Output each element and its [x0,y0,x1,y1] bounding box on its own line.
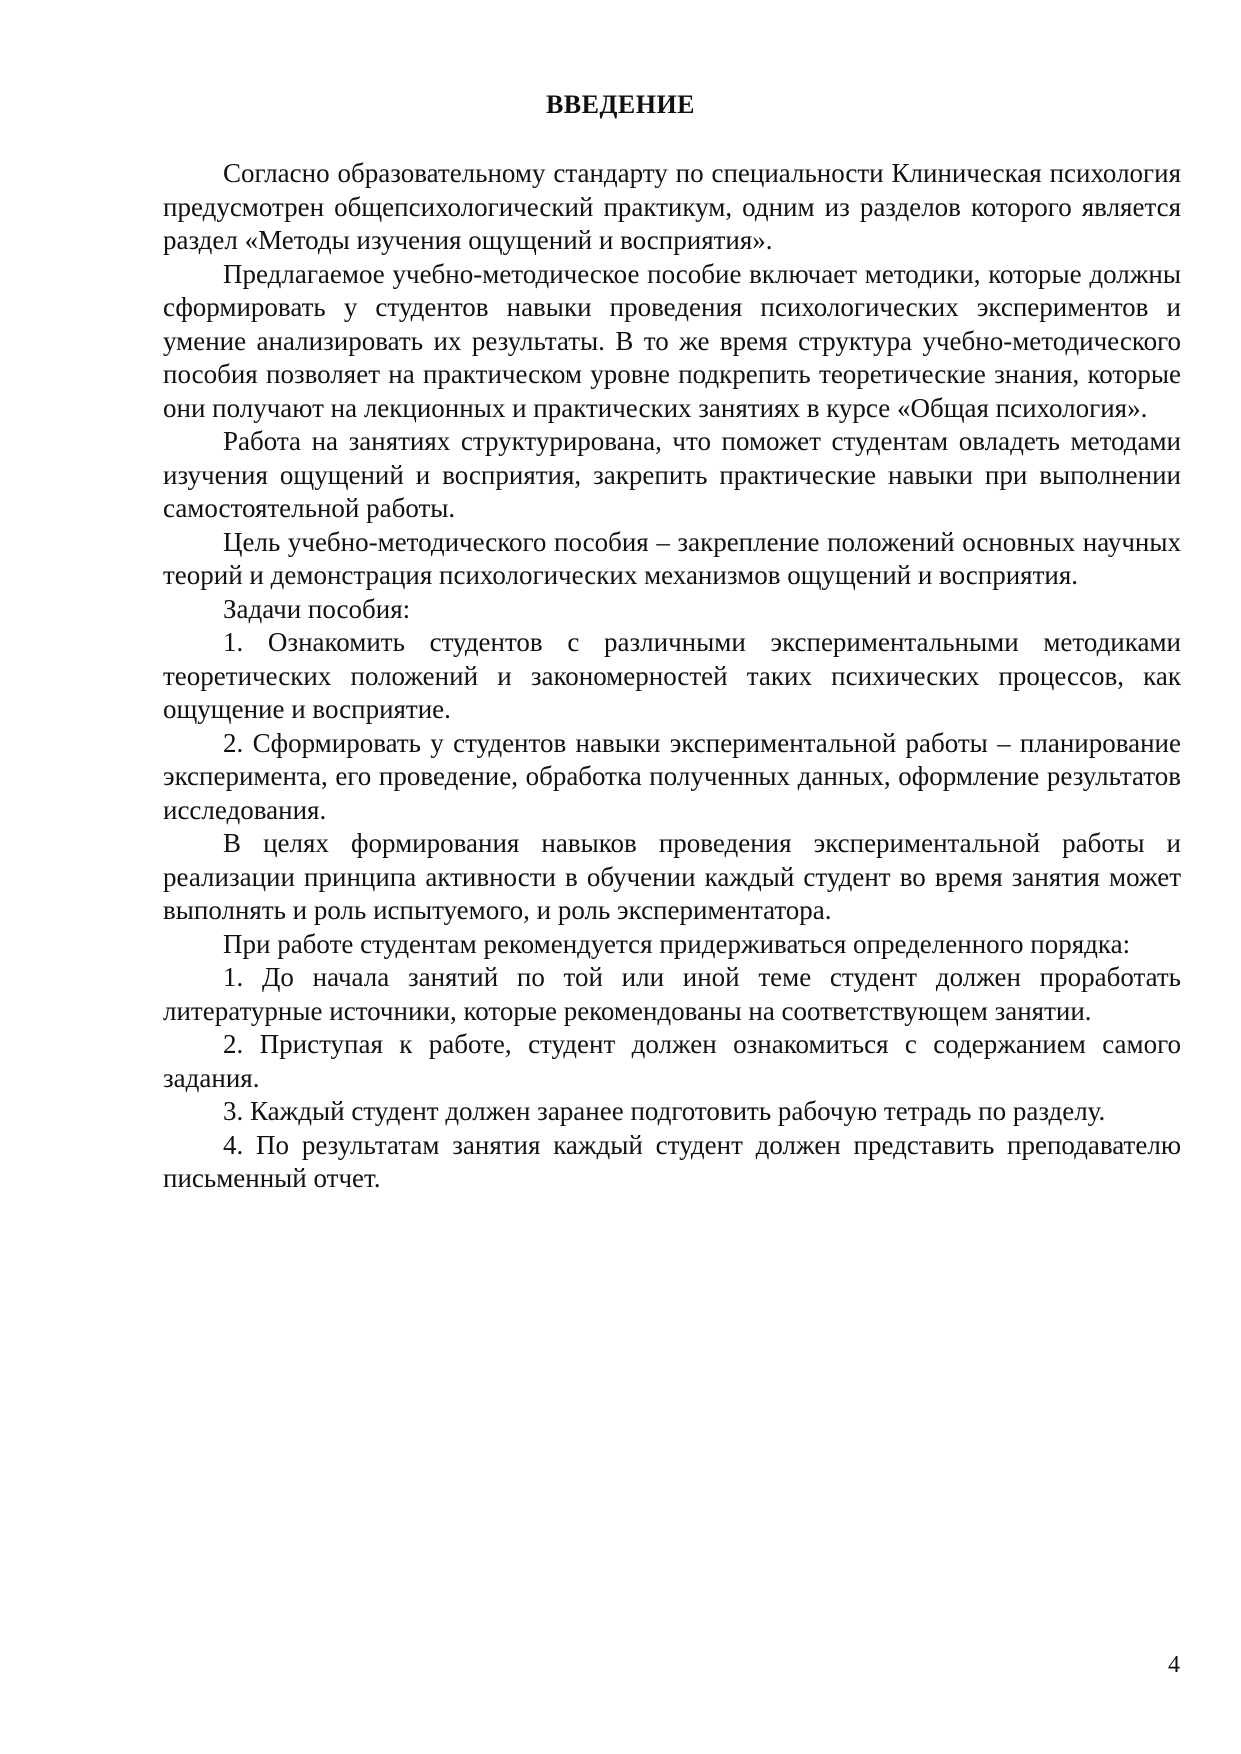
page-number: 4 [1168,1652,1180,1678]
paragraph-structure: Работа на занятиях структурирована, что поможет студентам овладеть методами изучения ощущений и восприятия, закрепить практические навыки при выполнении самостоятельной работы. [163,426,1181,523]
page-title: ВВЕДЕНИЕ [545,90,696,119]
list-item-order-1: 1. До начала занятий по той или иной теме студент должен проработать литературные источники, которые рекомендованы на соответствующем занятии. [163,962,1181,1026]
list-item-task-1: 1. Ознакомить студентов с различными экспериментальными методиками теоретических положений и закономерностей таких психических процессов, как ощущение и восприятие. [163,627,1181,724]
list-item-task-2: 2. Сформировать у студентов навыки экспериментальной работы – планирование эксперимента, его проведение, обработка полученных данных, оформление результатов исследования. [163,727,1181,825]
list-item-order-2: 2. Приступая к работе, студент должен ознакомиться с содержанием самого задания. [163,1029,1181,1093]
paragraph-order-intro: При работе студентам рекомендуется придерживаться определенного порядка: [223,928,1131,959]
paragraph-tasks-heading: Задачи пособия: [223,593,411,624]
list-item-order-4: 4. По результатам занятия каждый студент должен представить преподавателю письменный отчет. [163,1129,1181,1193]
paragraph-standard: Согласно образовательному стандарту по специальности Клиническая психология предусмотрен общепсихологический практикум, одним из разделов которого является раздел «Методы изучения ощущений и восприятия». [163,158,1181,255]
document-body [163,157,1181,1196]
paragraph-goal: Цель учебно-методического пособия – закрепление положений основных научных теорий и демонстрация психологических механизмов ощущений и восприятия. [163,526,1181,590]
paragraph-skills: В целях формирования навыков проведения экспериментальной работы и реализации принципа активности в обучении каждый студент во время занятия может выполнять и роль испытуемого, и роль экспериментатора. [163,828,1181,925]
list-item-order-3: 3. Каждый студент должен заранее подготовить рабочую тетрадь по разделу. [223,1096,1106,1126]
paragraph-manual-description: Предлагаемое учебно-методическое пособие включает методики, которые должны сформировать у студентов навыки проведения психологических экспериментов и умение анализировать их результаты. В то же время структура учебно-методического пособия позволяет на практическом уровне подкрепить теоретические знания, которые они получают на лекционных и практических занятиях в курсе «Общая психология». [163,258,1181,423]
